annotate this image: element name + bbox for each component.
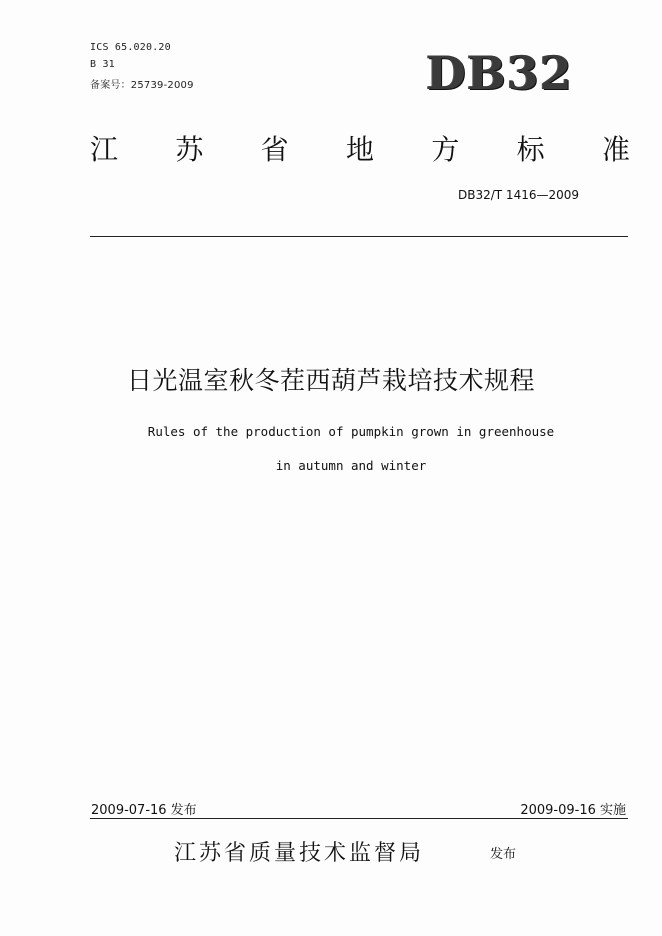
- standard-type-char: 地: [345, 133, 374, 166]
- implementation-date: 2009-09-16 实施: [520, 803, 626, 818]
- header-divider: [90, 236, 628, 237]
- issue-date: 2009-07-16 发布: [91, 803, 197, 818]
- title-english-line-1: Rules of the production of pumpkin grown in greenhouse: [147, 424, 555, 439]
- title-chinese: 日光温室秋冬茬西葫芦栽培技术规程: [126, 366, 535, 395]
- standard-type-char: 省: [260, 133, 289, 166]
- footer-divider: [90, 818, 628, 819]
- classification-code: B 31: [90, 59, 115, 70]
- standard-type-char: 标: [516, 133, 545, 166]
- standard-type-char: 方: [431, 133, 460, 166]
- issuing-authority: 江苏省质量技术监督局: [174, 841, 425, 866]
- standard-type-char: 苏: [175, 133, 204, 166]
- title-english-line-2: in autumn and winter: [275, 458, 427, 473]
- record-number: 备案号：25739-2009: [90, 80, 194, 91]
- ics-code: ICS 65.020.20: [90, 42, 171, 53]
- db32-logo: DB32: [426, 46, 573, 100]
- standard-type-char: 江: [90, 133, 119, 166]
- standard-type-char: 准: [601, 133, 630, 166]
- issuer-suffix: 发布: [490, 847, 517, 862]
- standard-number: DB32/T 1416—2009: [458, 188, 580, 202]
- standard-type-heading: [90, 128, 630, 168]
